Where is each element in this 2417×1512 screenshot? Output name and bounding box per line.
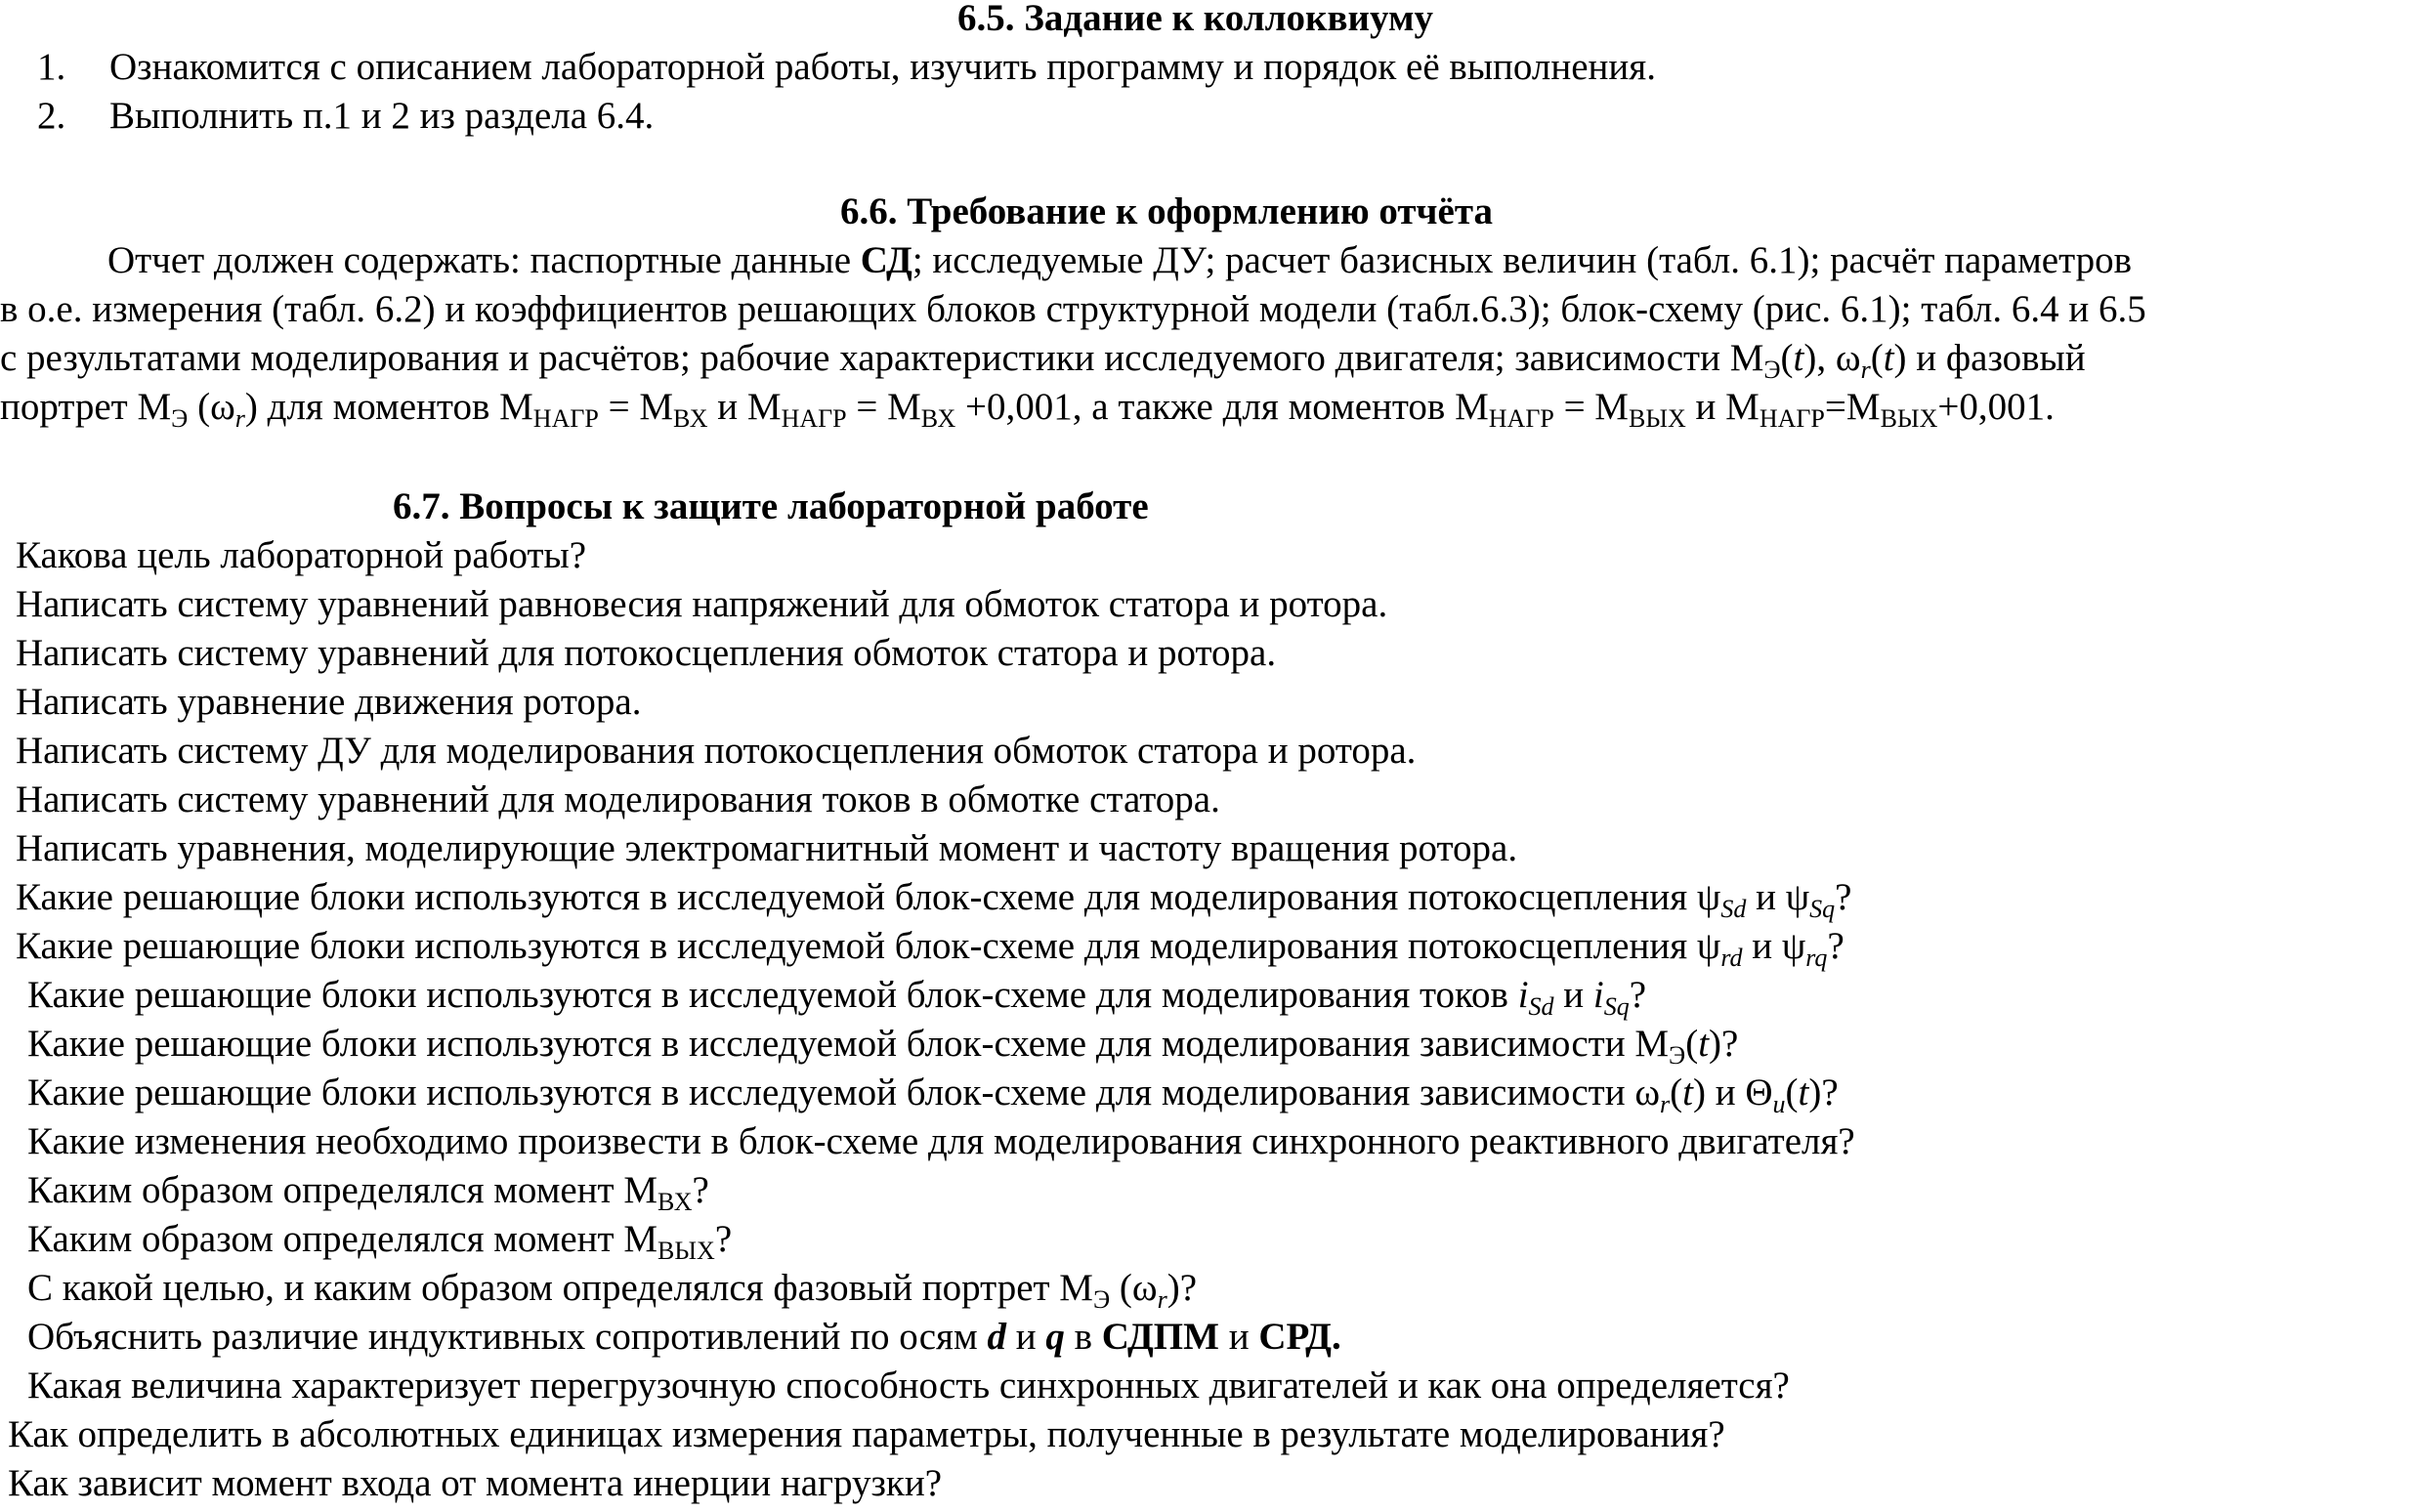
list-item-number: 2. [37,95,66,137]
text: ( [1870,337,1884,379]
subscript: Э [171,404,189,433]
list-item [37,43,1656,92]
subscript: r [234,404,245,433]
text: и ψ [1746,876,1810,918]
question-item: Как определить в абсолютных единицах измерения параметры, полученные в результате моделирования? [8,1413,1725,1455]
text: и [1005,1316,1046,1358]
subscript: Sd [1720,895,1747,923]
var: i [1592,974,1604,1016]
report-paragraph-line [107,236,2132,285]
subscript: НАГР [532,404,599,433]
question-item: Какие изменения необходимо произвести в блок-схеме для моделирования синхронного реактивного двигателя? [27,1120,1855,1162]
subscript: ВХ [920,404,956,433]
question-item: Написать систему ДУ для моделирования потокосцепления обмоток статора и ротора. [16,730,1417,772]
question-item: Какая величина характеризует перегрузочную способность синхронных двигателей и как она определяется? [27,1365,1790,1407]
text: ( [1670,1071,1683,1113]
text: (ω [188,386,235,428]
subscript: ВЫХ [1628,404,1686,433]
text: и ψ [1742,925,1806,967]
abbrev: СДПМ [1101,1316,1219,1358]
text: +0,001. [1937,386,2055,428]
text: = М [598,386,674,428]
question-item [27,1313,1341,1362]
question-item [16,873,1851,922]
report-paragraph-line [0,285,2146,334]
text: )? [1808,1071,1839,1113]
text: с результатами моделирования и расчётов; рабочие характеристики исследуемого двигателя; зависимости М [0,337,1764,379]
var: t [1883,337,1894,379]
text: ), ω [1803,337,1861,379]
text: ) для моментов М [244,386,533,428]
text: =М [1824,386,1881,428]
subscript: Sd [1528,992,1554,1021]
question-item: Написать уравнение движения ротора. [16,681,642,723]
text: и [1553,974,1593,1016]
text: = М [1553,386,1629,428]
var: t [1793,337,1804,379]
section-6-5-heading: 6.5. Задание к коллоквиуму [957,0,1434,39]
text: Какие решающие блоки используются в исследуемой блок-схеме для моделирования потокосцепления ψ [16,876,1721,918]
subscript: Э [1669,1041,1686,1070]
subscript: Sq [1603,992,1630,1021]
text: Какие решающие блоки используются в исследуемой блок-схеме для моделирования зависимости М [27,1023,1670,1065]
subscript: ВЫХ [1880,404,1938,433]
subscript: Sq [1809,895,1836,923]
abbrev: СРД. [1258,1316,1341,1358]
var: d [987,1316,1006,1358]
text: ( [1685,1023,1699,1065]
text: портрет М [0,386,172,428]
text: Какие решающие блоки используются в исследуемой блок-схеме для моделирования зависимости ω [27,1071,1661,1113]
subscript: r [1860,356,1871,384]
subscript: rq [1805,944,1828,972]
question-item: Написать систему уравнений для моделирования токов в обмотке статора. [16,778,1220,820]
text: )? [1166,1267,1198,1309]
var: q [1045,1316,1065,1358]
question-item: Написать систему уравнений равновесия напряжений для обмоток статора и ротора. [16,583,1388,625]
question-item [27,1166,709,1215]
subscript: НАГР [1488,404,1554,433]
text: Какие решающие блоки используются в исследуемой блок-схеме для моделирования токов [27,974,1518,1016]
subscript: НАГР [781,404,847,433]
text: )? [1709,1023,1739,1065]
subscript: ВЫХ [657,1237,715,1265]
subscript: u [1772,1090,1786,1118]
report-paragraph-line [0,383,2055,432]
report-paragraph-line [0,334,2086,383]
subscript: Э [1763,356,1781,384]
subscript: r [1157,1285,1167,1314]
text: ? [692,1169,709,1211]
text: ? [1629,974,1647,1016]
var: t [1682,1071,1693,1113]
text: ) и Θ [1692,1071,1773,1113]
text: Отчет должен содержать: паспортные данные [107,239,861,281]
text: и М [707,386,782,428]
list-item [37,92,654,141]
subscript: Э [1092,1285,1111,1314]
question-item [16,922,1845,971]
text: и М [1685,386,1760,428]
question-item: Написать систему уравнений для потокосцепления обмоток статора и ротора. [16,632,1277,674]
text: Какие решающие блоки используются в исследуемой блок-схеме для моделирования потокосцепления ψ [16,925,1721,967]
question-item [27,1264,1197,1313]
text: в [1064,1316,1102,1358]
subscript: ВХ [673,404,708,433]
text: ? [714,1218,733,1260]
var: t [1798,1071,1809,1113]
question-item [27,1020,1738,1069]
question-item: Как зависит момент входа от момента инерции нагрузки? [8,1462,943,1504]
section-6-6-heading: 6.6. Требование к оформлению отчёта [840,190,1493,232]
subscript: r [1660,1090,1671,1118]
list-item-number: 1. [37,46,66,88]
text: ) и фазовый [1893,337,2086,379]
question-item: Какова цель лабораторной работы? [16,534,587,576]
text: С какой целью, и каким образом определялся фазовый портрет М [27,1267,1093,1309]
subscript: ВХ [657,1188,693,1216]
text: Каким образом определялся момент М [27,1218,658,1260]
text: ; исследуемые ДУ; расчет базисных величин (табл. 6.1); расчёт параметров [912,239,2133,281]
text: +0,001, а также для моментов М [955,386,1489,428]
text: Каким образом определялся момент М [27,1169,658,1211]
text: ? [1835,876,1852,918]
list-item-text: Выполнить п.1 и 2 из раздела 6.4. [109,95,655,137]
text: Объяснить различие индуктивных сопротивлений по осям [27,1316,988,1358]
text: ? [1827,925,1845,967]
sd-abbrev: СД [860,239,912,281]
question-item [27,1215,732,1264]
question-item: Написать уравнения, моделирующие электромагнитный момент и частоту вращения ротора. [16,827,1518,869]
subscript: rd [1720,944,1743,972]
var: t [1698,1023,1710,1065]
text: ( [1785,1071,1799,1113]
text: = М [846,386,921,428]
section-6-7-heading: 6.7. Вопросы к защите лабораторной работе [393,485,1149,527]
question-item [27,1069,1839,1117]
var: i [1517,974,1529,1016]
text: в о.е. измерения (табл. 6.2) и коэффициентов решающих блоков структурной модели (табл.6.3); блок-схему (рис. 6.1); табл. 6.4 и 6.5 [0,288,2146,330]
list-item-text: Ознакомится с описанием лабораторной работы, изучить программу и порядок её выполнения. [109,46,1656,88]
text: ( [1780,337,1794,379]
question-item [27,971,1646,1020]
text: (ω [1110,1267,1158,1309]
subscript: НАГР [1759,404,1825,433]
text: и [1218,1316,1259,1358]
